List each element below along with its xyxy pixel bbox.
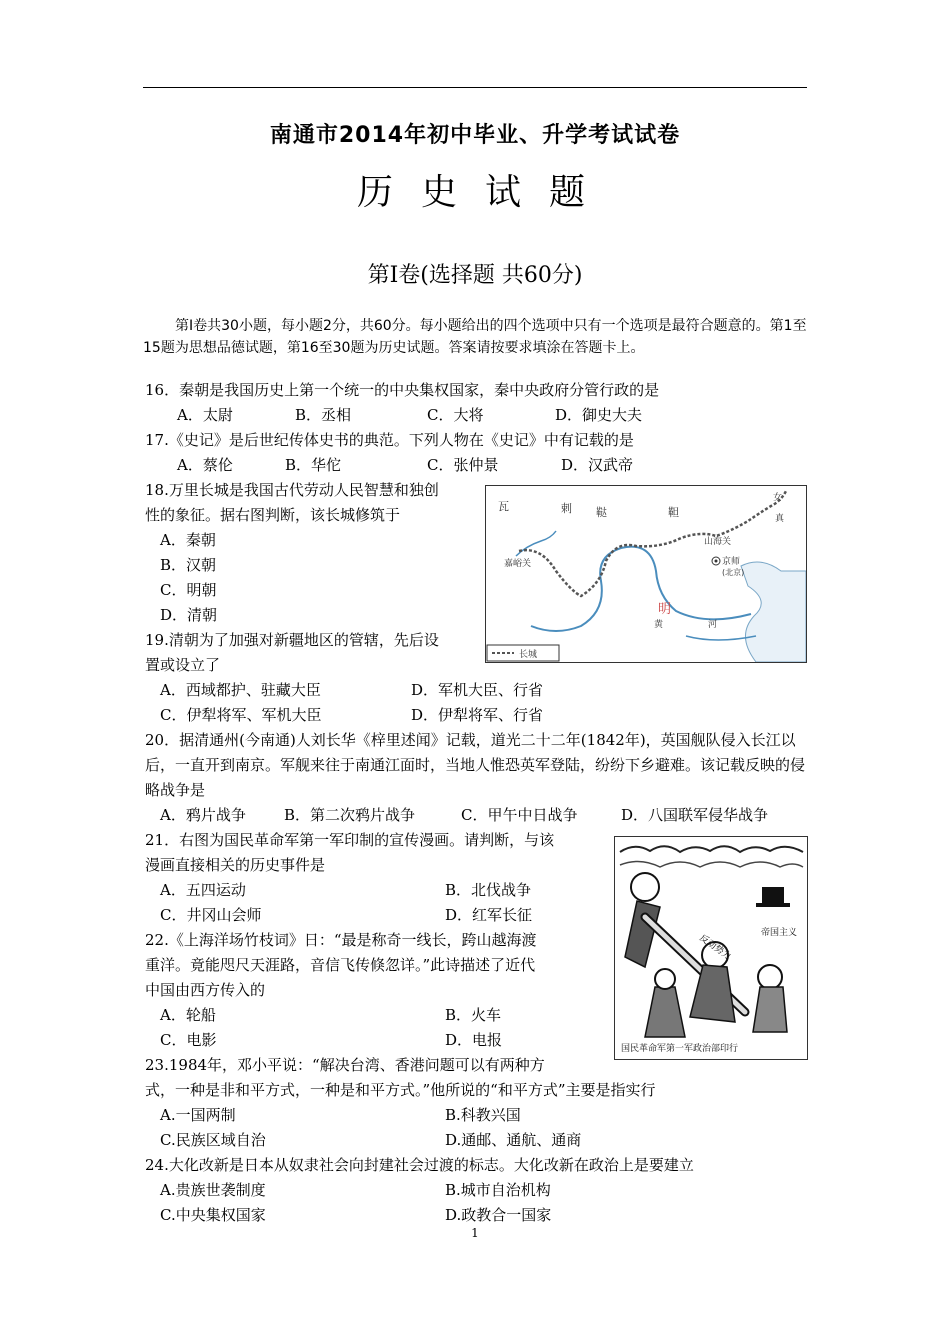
question-20-option-d[interactable]: D．八国联军侵华战争 [621, 806, 769, 824]
question-18-option-a[interactable]: A．秦朝 [160, 531, 216, 549]
question-20-option-c[interactable]: C．甲午中日战争 [461, 806, 578, 824]
map-label-jiayuguan: 嘉峪关 [504, 559, 532, 569]
question-17-option-a[interactable]: A．蔡伦 [177, 456, 233, 474]
question-21-option-c[interactable]: C．井冈山会师 [160, 906, 262, 924]
cartoon-svg [615, 837, 807, 1059]
propaganda-cartoon [614, 836, 808, 1060]
question-22-stem-line-3: 中国由西方传入的 [145, 981, 266, 999]
question-22-option-b[interactable]: B．火车 [445, 1006, 502, 1024]
question-20-option-b[interactable]: B．第二次鸦片战争 [284, 806, 416, 824]
question-16-option-a[interactable]: A．太尉 [177, 406, 233, 424]
question-16-option-b[interactable]: B．丞相 [295, 406, 352, 424]
question-16-option-c[interactable]: C．大将 [427, 406, 484, 424]
sea-area [741, 562, 806, 662]
question-18-stem-line-1: 18.万里长城是我国古代劳动人民智慧和独创 [145, 481, 439, 499]
map-label-dan: 靼 [668, 506, 679, 519]
question-19-option-c[interactable]: C．伊犁将军、军机大臣 [160, 706, 322, 724]
question-17-option-d[interactable]: D．汉武帝 [561, 456, 634, 474]
cartoon-label-imperialism: 帝国主义 [761, 928, 798, 938]
question-18-option-d[interactable]: D．清朝 [160, 606, 218, 624]
page-number: 1 [471, 1226, 479, 1240]
question-22-stem-line-1: 22.《上海洋场竹枝词》日：“最是称奇一线长，跨山越海渡 [145, 931, 537, 949]
question-24-option-c[interactable]: C.中央集权国家 [160, 1206, 266, 1224]
question-19-option-a[interactable]: A．西域都护、驻藏大臣 [160, 681, 321, 699]
map-label-huang: 黄 [654, 620, 664, 630]
enemy-body-3 [645, 987, 685, 1037]
question-22-option-a[interactable]: A．轮船 [160, 1006, 216, 1024]
question-18-stem-line-2: 性的象征。据右图判断，该长城修筑于 [145, 506, 401, 524]
exam-title: 南通市2014年初中毕业、升学考试试卷 [269, 123, 681, 148]
question-24-stem: 24.大化改新是日本从奴隶社会向封建社会过渡的标志。大化改新在政治上是要建立 [145, 1156, 694, 1174]
soldier-body [625, 901, 660, 967]
volume-heading: 第Ⅰ卷(选择题 共60分) [367, 263, 583, 288]
question-19-stem-line-1: 19.清朝为了加强对新疆地区的管辖，先后设 [145, 631, 439, 649]
cartoon-caption: 国民革命军第一军政治部印行 [621, 1044, 739, 1054]
question-20-option-a[interactable]: A．鸦片战争 [160, 806, 246, 824]
map-label-da: 鞑 [596, 506, 607, 519]
instructions: 第Ⅰ卷共30小题，每小题2分，共60分。每小题给出的四个选项中只有一个选项是最符合题意的。第1至15题为思想品德试题，第16至30题为历史试题。答案请按要求填涂在答题卡上。 [143, 318, 807, 356]
question-21-stem-line-1: 21．右图为国民革命军第一军印制的宣传漫画。请判断，与该 [145, 831, 555, 849]
question-23-stem-line-1: 23.1984年，邓小平说：“解决台湾、香港问题可以有两种方 [145, 1056, 545, 1074]
map-label-nv: 女 [773, 493, 783, 503]
enemy-head-2 [758, 965, 782, 989]
top-hat-icon [762, 887, 784, 905]
enemy-body-1 [690, 965, 735, 1022]
question-24-option-a[interactable]: A.贵族世袭制度 [160, 1181, 266, 1199]
map-legend-label: 长城 [519, 650, 538, 660]
question-23-option-a[interactable]: A.一国两制 [160, 1106, 236, 1124]
question-18-option-c[interactable]: C．明朝 [160, 581, 217, 599]
map-label-beijing: (北京) [722, 568, 745, 577]
header-rule [143, 87, 807, 88]
question-23-option-c[interactable]: C.民族区域自治 [160, 1131, 266, 1149]
question-21-option-b[interactable]: B．北伐战争 [445, 881, 532, 899]
question-17-option-b[interactable]: B．华佗 [285, 456, 342, 474]
question-19-stem-line-2: 置或设立了 [145, 656, 221, 674]
question-23-option-b[interactable]: B.科教兴国 [445, 1106, 521, 1124]
map-label-la: 剌 [561, 502, 572, 515]
question-17-stem: 17.《史记》是后世纪传体史书的典范。下列人物在《史记》中有记载的是 [145, 431, 634, 449]
question-22-stem-line-2: 重洋。竟能咫尺天涯路，音信飞传倏忽详。”此诗描述了近代 [145, 956, 536, 974]
map-label-zhen: 真 [775, 514, 785, 524]
question-24-option-d[interactable]: D.政教合一国家 [445, 1206, 552, 1224]
question-16-stem: 16．秦朝是我国历史上第一个统一的中央集权国家，秦中央政府分管行政的是 [145, 381, 660, 399]
question-23-option-d[interactable]: D.通邮、通航、通商 [445, 1131, 582, 1149]
subject-title: 历史试题 [356, 172, 613, 213]
question-19-option-b[interactable]: D．军机大臣、行省 [411, 681, 544, 699]
question-17-option-c[interactable]: C．张仲景 [427, 456, 499, 474]
question-23-stem-line-2: 式，一种是非和平方式，一种是和平方式。”他所说的“和平方式”主要是指实行 [145, 1081, 656, 1099]
ming-great-wall-map [485, 485, 807, 663]
yellow-river [531, 547, 751, 631]
crowd-outline [620, 846, 803, 852]
map-label-shanhaiguan: 山海关 [704, 537, 732, 547]
question-22-option-d[interactable]: D．电报 [445, 1031, 503, 1049]
map-label-wa: 瓦 [498, 500, 509, 513]
map-label-jingshi: 京师 [722, 557, 741, 567]
enemy-body-2 [753, 987, 787, 1032]
cartoon-label-reaction: 反动势力 [697, 933, 733, 963]
question-24-option-b[interactable]: B.城市自治机构 [445, 1181, 551, 1199]
question-19-option-d[interactable]: D．伊犁将军、行省 [411, 706, 544, 724]
question-21-stem-line-2: 漫画直接相关的历史事件是 [145, 856, 326, 874]
soldier-head [631, 873, 659, 901]
map-svg [486, 486, 806, 662]
map-label-ming: 明 [658, 602, 672, 617]
question-22-option-c[interactable]: C．电影 [160, 1031, 217, 1049]
question-16-option-d[interactable]: D．御史大夫 [555, 406, 643, 424]
question-18-option-b[interactable]: B．汉朝 [160, 556, 217, 574]
question-21-option-a[interactable]: A．五四运动 [160, 881, 246, 899]
question-21-option-d[interactable]: D．红军长征 [445, 906, 533, 924]
question-20-stem: 20．据清通州(今南通)人刘长华《梓里述闻》记载，道光二十二年(1842年)，英国舰队侵入长江以后，一直开到南京。军舰来往于南通江面时，当地人惟恐英军登陆，纷纷下乡避难。该记载反映的侵略战争是 [145, 731, 806, 799]
map-label-he: 河 [708, 620, 718, 630]
